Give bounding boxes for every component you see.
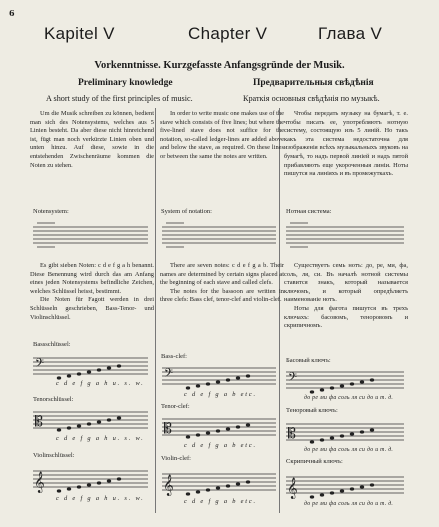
intro-text-de: Um die Musik schreiben zu können, bedient man sich des Notensystems, welches aus 5 Linien besteht. Da aber diese nicht hinreichend ist, fügt man noch verkürzte Linien oben und unten hinzu. Auf diese, sowie in die entstehenden Zwischenräume kommen die Noten zu stehen.	[30, 110, 154, 169]
tenor-note-names-ru: до ре ми фа соль ля си до и т. д.	[304, 447, 394, 453]
column-en	[160, 110, 284, 162]
page-number: 6	[9, 8, 15, 18]
treble-clef-icon: 𝄞	[163, 475, 174, 496]
notation-system-staff-de	[33, 220, 148, 250]
treble-clef-icon: 𝄞	[287, 478, 298, 499]
bass-clef-label-ru: Басовый ключъ:	[286, 357, 331, 364]
tenor-clef-icon: 𝄡	[288, 426, 296, 442]
bass-clef-label-de: Bassschlüssel:	[33, 341, 71, 348]
column-divider-left	[155, 108, 156, 513]
notation-system-staff-ru	[286, 220, 404, 250]
intro-text-ru: Чтобы передать музыку на бумагѣ, т. е. чтобы писать ее, употребляютъ нотную систему, состоящую изъ 5 линій. Но такъ какъ эта система недостаточна для изображенія всѣхъ музыкальныхъ звуковъ на бумагѣ, то надъ первой линіей и надъ пятой прибавляютъ еще укороченныя линіи. Ноты пишутся на линіяхъ и въ промежуткахъ.	[284, 110, 408, 178]
description-ru: Краткія основныя свѣдѣнія по музыкѣ.	[243, 94, 380, 103]
violin-note-names-en: c d e f g a b etc.	[184, 498, 257, 505]
tenor-clef-label-en: Tenor-clef:	[161, 403, 190, 410]
notation-system-staff-en	[162, 220, 276, 250]
system-label-de: Notensystem:	[33, 208, 69, 215]
tenor-clef-staff-de	[33, 406, 148, 434]
notes-text-en: There are seven notes: c d e f g a b. Their names are determined by certain signs placed at the beginning of each stave and called clefs.	[160, 262, 284, 287]
notes-text-ru: Существуетъ семь нотъ: до, ре, ми, фа, соль, ля, си. Въ началѣ нотной системы ставится знакъ, который называется ключомъ, и который опредѣляетъ наименованіе нотъ.	[284, 262, 408, 304]
notes-section-ru	[284, 262, 408, 331]
chapter-title-de: Kapitel V	[44, 24, 115, 43]
violin-clef-staff-ru	[286, 469, 404, 499]
clefs-text-de: Die Noten für Fagott werden in drei Schlüsseln geschrieben, Bass-Tenor- und Violinschlüssel.	[30, 296, 154, 321]
violin-note-names-de: c d e f g a h u. s. w.	[56, 495, 145, 502]
tenor-clef-label-ru: Теноровый ключъ:	[286, 407, 338, 414]
bass-clef-staff-en	[162, 362, 276, 390]
column-de	[30, 110, 154, 170]
chapter-title-ru: Глава V	[318, 24, 383, 43]
bass-note-names-de: c d e f g a h u. s. w.	[56, 380, 145, 387]
clefs-text-en: The notes for the bassoon are written in three clefs: Bass clef, tenor-clef and violin-clef.	[160, 287, 284, 304]
chapter-headings	[0, 24, 439, 52]
system-label-en: System of notation:	[161, 208, 212, 215]
column-divider-right	[279, 108, 280, 513]
violin-clef-staff-de	[33, 463, 148, 493]
subtitle-ru: Предварительныя свѣдѣнія	[253, 78, 374, 88]
bass-clef-staff-de	[33, 352, 148, 380]
notes-text-de: Es gibt sieben Noten: c d e f g a h benannt. Diese Benennung wird durch das am Anfang eines jeden Notensystems befindliche Zeichen, welches Schlüssel heisst, bestimmt.	[30, 262, 154, 295]
intro-text-en: In order to write music one makes use of the stave which consists of five lines; but where the five-lined stave does not suffice for the notation, so-called ledger-lines are added above and below the stave, as required. On these lines or between the same the notes are written.	[160, 110, 284, 160]
clefs-text-ru: Ноты для фагота пишутся въ трехъ ключахъ: басовомъ, теноровомъ и скрипичномъ.	[284, 304, 408, 330]
tenor-clef-icon: 𝄡	[35, 414, 43, 430]
subtitle-en: Preliminary knowledge	[78, 78, 173, 88]
tenor-note-names-de: c d e f g a h u. s. w.	[56, 435, 145, 442]
bass-note-names-ru: до ре ми фа соль ля си до и т. д.	[304, 395, 394, 401]
bass-clef-icon: 𝄢	[35, 357, 45, 373]
bass-clef-icon: 𝄢	[164, 367, 174, 383]
violin-clef-label-en: Violin-clef:	[161, 455, 191, 462]
bass-clef-label-en: Bass-clef:	[161, 353, 187, 360]
tenor-clef-label-de: Tenorschlüssel:	[33, 396, 74, 403]
description-en: A short study of the first principles of music.	[46, 94, 193, 103]
tenor-clef-staff-ru	[286, 418, 404, 446]
tenor-clef-staff-en	[162, 413, 276, 441]
violin-note-names-ru: до ре ми фа соль ля си до и т. д.	[304, 501, 394, 507]
chapter-title-en: Chapter V	[188, 24, 268, 43]
system-label-ru: Нотная система:	[286, 208, 332, 215]
treble-clef-icon: 𝄞	[34, 472, 45, 493]
violin-clef-label-ru: Скрипичный ключъ:	[286, 458, 343, 465]
bass-clef-icon: 𝄢	[288, 371, 298, 387]
bass-note-names-en: c d e f g a b etc.	[184, 391, 257, 398]
bass-clef-staff-ru	[286, 366, 404, 394]
tenor-clef-icon: 𝄡	[164, 421, 172, 437]
violin-clef-label-de: Violinschlüssel:	[33, 452, 75, 459]
tenor-note-names-en: c d e f g a b etc.	[184, 442, 257, 449]
column-ru	[284, 110, 408, 179]
violin-clef-staff-en	[162, 466, 276, 496]
subtitle-de: Vorkenntnisse. Kurzgefasste Anfangsgründe der Musik.	[94, 60, 345, 71]
notes-section-de	[30, 262, 154, 322]
notes-section-en	[160, 262, 284, 305]
